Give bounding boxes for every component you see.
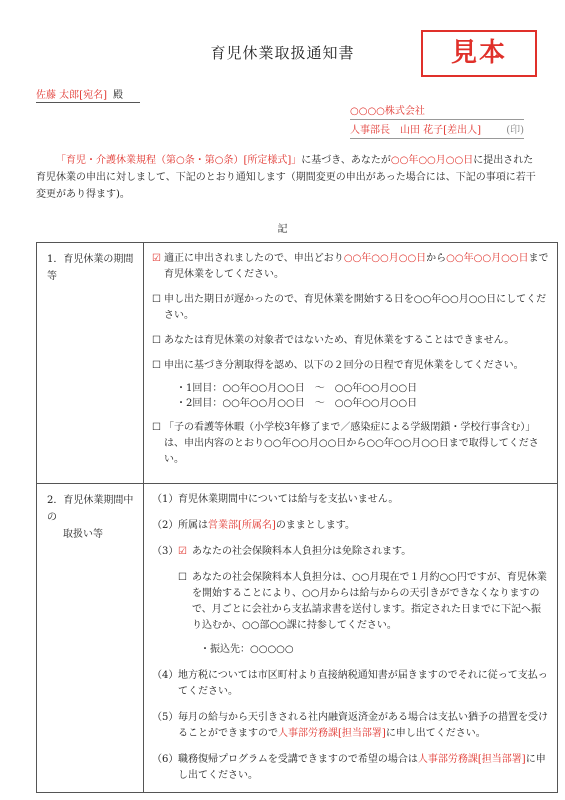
option-late — [152, 292, 549, 324]
seal-mark: (印) — [506, 125, 524, 136]
round-2: ・2回目：○○年○○月○○日 ～ ○○年○○月○○日 — [176, 398, 418, 409]
opt1-date1: ○○年○○月○○日 — [343, 253, 427, 264]
addressee-name: 佐藤 太郎[宛名] — [36, 90, 107, 101]
checked-box-icon[interactable]: ☑ — [152, 253, 161, 264]
sender-name: 人事部長 山田 花子[差出人] — [350, 125, 481, 136]
unchecked-box-icon[interactable]: ☐ — [152, 294, 161, 305]
unchecked-box-icon[interactable]: ☐ — [152, 422, 161, 433]
opt1-b: から — [426, 253, 447, 264]
unchecked-box-icon[interactable]: ☐ — [152, 360, 161, 371]
checked-box-icon[interactable]: ☑ — [178, 546, 187, 557]
unchecked-box-icon[interactable]: ☐ — [152, 335, 161, 346]
i6-b: に申し出てください。 — [178, 754, 546, 781]
label-leave-period: 1．育児休業の期間等 — [37, 243, 144, 483]
item-number: （5） — [152, 712, 179, 723]
item-text — [178, 752, 549, 784]
detail-text: あなたの社会保険料本人負担分は、○○月現在で１月約○○円ですが、育児休業を開始することにより、○○月からは給与からの天引きができなくなりますので、月ごとに会社から支払請求書を送付します。指定された日までに下記へ振り込むか、○○部○○課に持参してください。 — [192, 572, 547, 631]
option-late-text: 申し出た期日が遅かったので、育児休業を開始する日を○○年○○月○○日にしてください。 — [164, 294, 547, 321]
item-text: 地方税については市区町村より直接納税通知書が届きますのでそれに従って支払ってください。 — [178, 670, 548, 697]
company-name: ○○○○株式会社 — [350, 102, 524, 120]
item-number: （4） — [152, 670, 179, 681]
i5-dept: 人事部労務課[担当部署] — [278, 728, 386, 739]
opt1-date2: ○○年○○月○○日 — [446, 253, 529, 264]
honorific: 殿 — [112, 90, 123, 101]
intro-rest: に提出された育児休業の申出に対しまして、下記のとおり通知します（期間変更の申出があった場合には、下記の事項に若干変更があり得ます)。 — [36, 155, 536, 200]
option-nursing — [152, 420, 549, 468]
intro-paragraph — [36, 152, 536, 203]
opt1-a: 適正に申出されましたので、申出どおり — [164, 253, 344, 264]
item-text: 育児休業期間中については給与を支払いません。 — [178, 494, 399, 505]
ki-heading: 記 — [277, 224, 288, 235]
i2-b: のままとします。 — [275, 520, 356, 531]
row-treatment — [37, 484, 557, 792]
i6-dept: 人事部労務課[担当部署] — [417, 754, 526, 765]
i2-dept: 営業部[所属名] — [208, 520, 276, 531]
treatment-item-3 — [152, 544, 549, 560]
option-split — [152, 358, 549, 374]
treatment-item-5 — [152, 710, 549, 742]
addressee — [36, 86, 140, 103]
i2-a: 所属は — [178, 520, 208, 531]
split-schedule — [176, 381, 549, 411]
i5-b: に申し出てください。 — [385, 728, 486, 739]
option-ineligible-text: あなたは育児休業の対象者ではないため、育児休業をすることはできません。 — [164, 335, 515, 346]
treatment-item-2 — [152, 518, 549, 534]
content-treatment — [144, 484, 557, 792]
item-text — [178, 518, 549, 534]
option-approved — [152, 251, 549, 283]
i6-a: 職務復帰プログラムを受講できますので希望の場合は — [178, 754, 418, 765]
item-number: （2） — [152, 520, 179, 531]
row-leave-period — [37, 243, 557, 484]
item-text — [178, 710, 549, 742]
opt1-c: まで育児休業をしてください。 — [164, 253, 549, 280]
sample-stamp: 見本 — [421, 30, 537, 77]
round-1: ・1回目：○○年○○月○○日 ～ ○○年○○月○○日 — [176, 383, 418, 394]
option-split-text: 申出に基づき分割取得を認め、以下の２回分の日程で育児休業をしてください。 — [164, 360, 524, 371]
content-leave-period — [144, 243, 557, 483]
label-treatment — [37, 484, 144, 792]
bank-destination: ・振込先：○○○○○ — [200, 644, 294, 655]
notice-table — [36, 242, 558, 793]
treatment-item-1 — [152, 492, 549, 508]
item-number: （6） — [152, 754, 179, 765]
intro-date: ○○年○○月○○日 — [390, 155, 474, 166]
sender-line — [350, 121, 524, 139]
label-treatment-line1: 2．育児休業期間中の — [47, 495, 134, 523]
option-nursing-text: 「子の看護等休暇（小学校3年修了まで／感染症による学級閉鎖・学校行事含む）」は、申出内容のとおり○○年○○月○○日から○○年○○月○○日まで取得してください。 — [164, 422, 539, 465]
option-approved-text — [164, 251, 549, 283]
treatment-item-4 — [152, 668, 549, 700]
treatment-item-6 — [152, 752, 549, 784]
unchecked-box-icon[interactable]: ☐ — [178, 572, 187, 583]
item-number: （1） — [152, 494, 179, 505]
intro-reference: 「育児・介護休業規程（第○条・第○条）[所定様式]」 — [56, 155, 302, 166]
option-ineligible — [152, 333, 549, 349]
item-text: あなたの社会保険料本人負担分は免除されます。 — [192, 546, 412, 557]
treatment-item-3-detail — [178, 570, 549, 634]
intro-mid: に基づき、あなたが — [301, 155, 391, 166]
item-number: （3） — [152, 546, 179, 557]
i5-a: 毎月の給与から天引きされる社内融資返済金がある場合は支払い猶予の措置を受けることができますので — [178, 712, 548, 739]
label-treatment-line2: 取扱い等 — [63, 529, 103, 540]
document-title: 育児休業取扱通知書 — [210, 44, 355, 62]
